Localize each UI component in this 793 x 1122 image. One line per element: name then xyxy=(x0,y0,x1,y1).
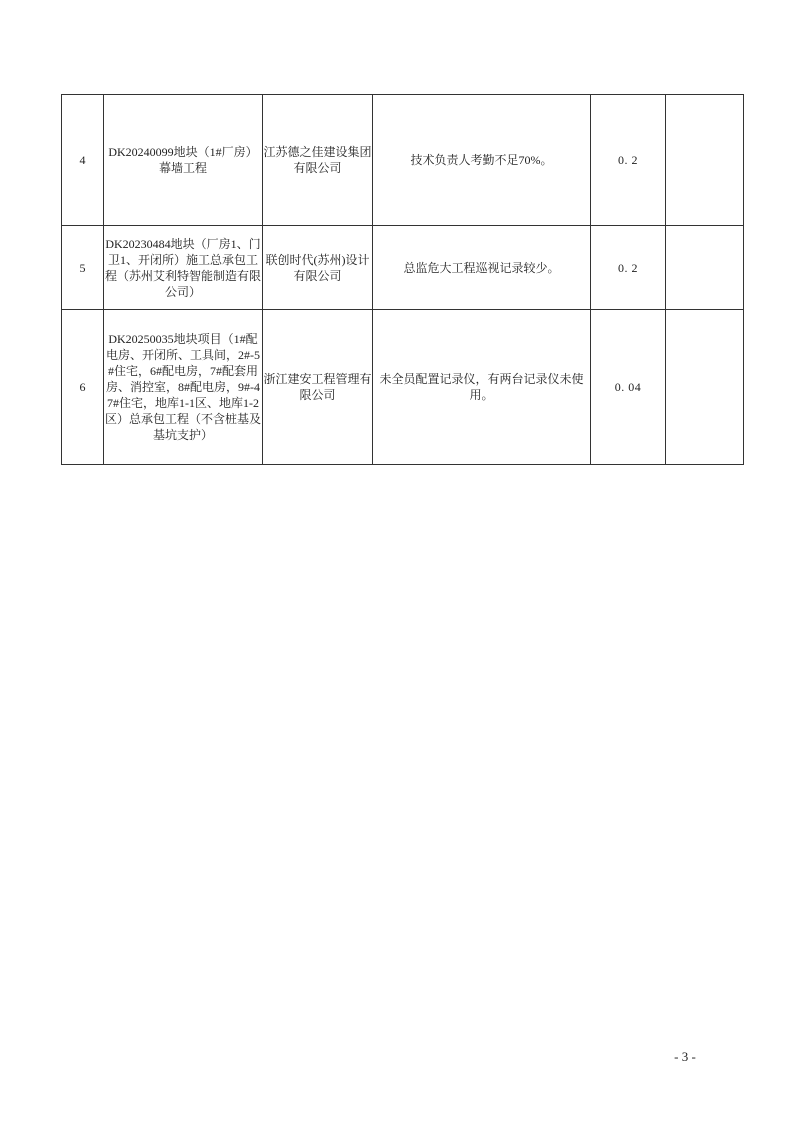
cell-serial-number: 5 xyxy=(62,226,104,310)
cell-score-deduction: 0. 2 xyxy=(591,95,666,226)
cell-company-name: 江苏德之佳建设集团有限公司 xyxy=(263,95,373,226)
cell-company-name: 浙江建安工程管理有限公司 xyxy=(263,310,373,465)
page-number: - 3 - xyxy=(674,1049,696,1064)
cell-issue-description: 总监危大工程巡视记录较少。 xyxy=(373,226,591,310)
cell-project-name: DK20250035地块项目（1#配电房、开闭所、工具间，2#-5#住宅，6#配电房，7#配套用房、消控室，8#配电房，9#-47#住宅，地库1-1区、地库1-2区）总承包工程（不含桩基及基坑支护） xyxy=(104,310,263,465)
table-row xyxy=(62,310,744,465)
cell-serial-number: 4 xyxy=(62,95,104,226)
table-row xyxy=(62,95,744,226)
cell-score-deduction: 0. 2 xyxy=(591,226,666,310)
cell-issue-description: 未全员配置记录仪，有两台记录仪未使用。 xyxy=(373,310,591,465)
cell-project-name: DK20230484地块（厂房1、门卫1、开闭所）施工总承包工程（苏州艾利特智能制造有限公司） xyxy=(104,226,263,310)
cell-remark xyxy=(666,310,744,465)
cell-remark xyxy=(666,95,744,226)
cell-score-deduction: 0. 04 xyxy=(591,310,666,465)
cell-issue-description: 技术负责人考勤不足70%。 xyxy=(373,95,591,226)
cell-serial-number: 6 xyxy=(62,310,104,465)
cell-remark xyxy=(666,226,744,310)
violation-score-table xyxy=(61,94,744,465)
cell-company-name: 联创时代(苏州)设计有限公司 xyxy=(263,226,373,310)
cell-project-name: DK20240099地块（1#厂房）幕墙工程 xyxy=(104,95,263,226)
table-row xyxy=(62,226,744,310)
